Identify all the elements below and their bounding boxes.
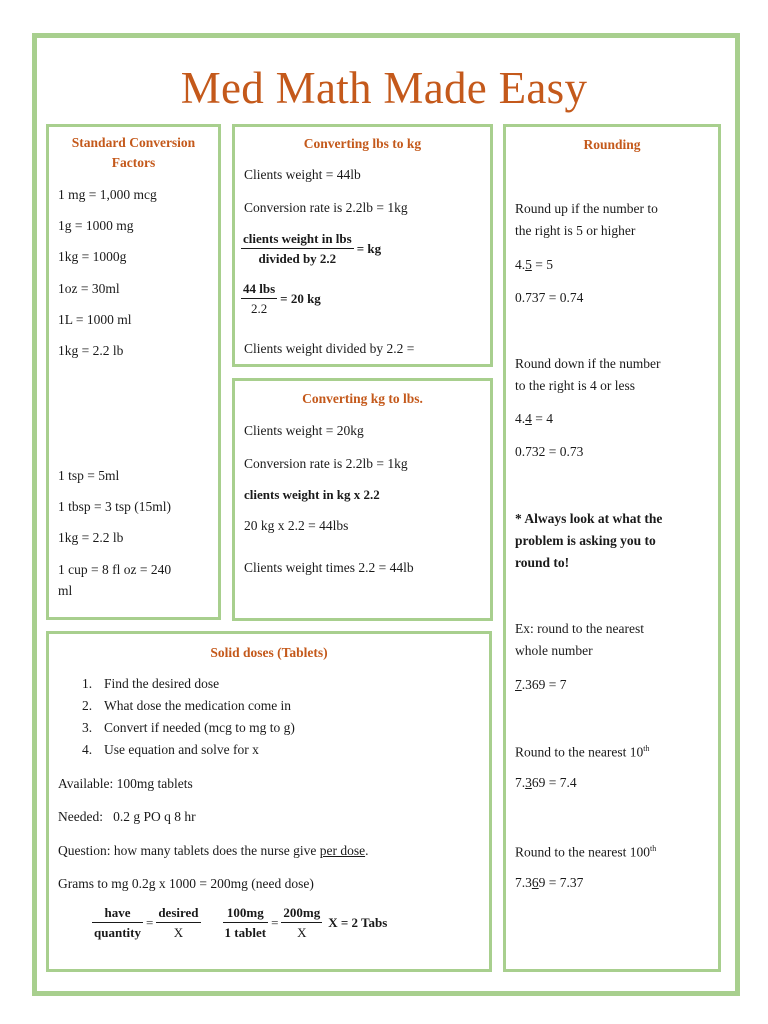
solid-needed: Needed: 0.2 g PO q 8 hr [58,809,196,824]
example-digit: 4 [525,411,532,426]
step-number: 3. [82,720,93,735]
solid-step [82,718,295,738]
example-part: = 5 [531,257,553,272]
tenth-text: Round to the nearest 10 [515,744,644,760]
solid-available: Available: 100mg tablets [58,776,193,791]
round-down-example: 0.732 = 0.73 [515,444,584,459]
available-fraction [223,903,269,942]
round-up-example [515,254,553,275]
question-text: Question: how many tablets does the nurse give [58,843,320,858]
lbs-formula [241,229,384,268]
question-emphasis: per dose [319,843,366,858]
x-label: X [173,925,184,940]
example-digit: 3 [525,775,532,790]
rounding-example-label: whole number [515,643,593,658]
lbs-rate: Conversion rate is 2.2lb = 1kg [244,200,408,215]
have-quantity-fraction [92,903,143,942]
lbs-example-numerator: 44 lbs [241,279,277,299]
kg-example: 20 kg x 2.2 = 44lbs [244,518,349,533]
equals-sign: = [145,914,154,930]
lbs-formula-denominator: divided by 2.2 [258,251,337,266]
conversion-item: 1 mg = 1,000 mcg [58,187,157,202]
hundredth-example [515,872,583,893]
conversion-item: 1 cup = 8 fl oz = 240 [58,562,172,577]
conversion-item: 1L = 1000 ml [58,312,132,327]
lbs-example [241,279,324,318]
example-part: .369 = 7 [521,677,567,692]
available-dose: 100mg [223,903,269,923]
rounding-example-label: Ex: round to the nearest [515,621,644,636]
step-text: Convert if needed (mcg to mg to g) [104,720,295,735]
whole-number-example [515,674,567,695]
step-number: 4. [82,742,93,757]
step-text: What dose the medication come in [104,698,292,713]
lbs-formula-fraction [241,229,354,268]
step-text: Find the desired dose [104,676,220,691]
tenth-sup: th [643,744,650,753]
hundredth-label [515,838,656,863]
kg-weight: Clients weight = 20kg [244,423,364,438]
tablet-result: X = 2 Tabs [328,914,388,930]
equals-sign: = [271,914,279,930]
example-part: 9 = 7.37 [538,875,584,890]
round-down-rule: Round down if the number [515,356,661,371]
lbs-example-denominator: 2.2 [250,301,268,316]
example-part: 4. [515,257,526,272]
tenth-example [515,772,577,793]
conversion-title-line1: Standard Conversion [71,135,196,150]
step-number: 1. [82,676,93,691]
conversion-item: 1kg = 2.2 lb [58,530,124,545]
rounding-note: problem is asking you to [515,533,656,548]
needed-dose: 200mg [281,903,322,923]
example-part: 4. [515,411,526,426]
rounding-title: Rounding [583,137,641,152]
rounding-note: * Always look at what the [515,511,663,526]
kg-formula: clients weight in kg x 2.2 [244,487,380,502]
round-down-rule: to the right is 4 or less [515,378,635,393]
kg-summary: Clients weight times 2.2 = 44lb [244,560,414,575]
conversion-item: 1 tsp = 5ml [58,468,120,483]
round-up-rule: Round up if the number to [515,201,658,216]
conversion-item: 1 tbsp = 3 tsp (15ml) [58,499,171,514]
conversion-factors-title [49,133,218,173]
needed-fraction [281,903,322,942]
tablet-label: 1 tablet [224,925,267,940]
hundredth-text: Round to the nearest 100 [515,844,650,860]
solid-doses-title: Solid doses (Tablets) [210,645,328,660]
desired-x-fraction [156,903,200,942]
conversion-item: 1g = 1000 mg [58,218,134,233]
conversion-item: 1kg = 2.2 lb [58,343,124,358]
conversion-item: 1kg = 1000g [58,249,127,264]
conversion-item: 1oz = 30ml [58,281,120,296]
step-text: Use equation and solve for x [104,742,259,757]
lbs-to-kg-title: Converting lbs to kg [303,136,422,151]
kg-rate: Conversion rate is 2.2lb = 1kg [244,456,408,471]
round-up-rule: the right is 5 or higher [515,223,636,238]
lbs-formula-result: = kg [356,240,382,256]
desired-label: desired [156,903,200,923]
solid-step [82,674,219,694]
example-digit: 7 [515,677,522,692]
page-title: Med Math Made Easy [180,63,588,113]
example-digit: 6 [531,875,539,890]
lbs-weight: Clients weight = 44lb [244,167,361,182]
round-down-example [515,408,553,429]
conversion-item: ml [58,583,73,598]
lbs-example-fraction [241,279,277,318]
solid-question [58,840,368,861]
solid-step [82,740,259,760]
example-part: 7. [515,775,526,790]
have-label: have [92,903,143,923]
question-period: . [365,843,369,858]
example-part: 7.3 [515,875,532,890]
kg-to-lbs-title: Converting kg to lbs. [302,391,423,406]
solid-step [82,696,291,716]
hundredth-sup: th [649,844,657,853]
lbs-formula-numerator: clients weight in lbs [241,229,354,249]
step-number: 2. [82,698,93,713]
quantity-label: quantity [94,925,141,940]
x-label: X [297,925,307,940]
conversion-title-line2: Factors [111,155,156,170]
solid-grams: Grams to mg 0.2g x 1000 = 200mg (need dose) [58,876,314,891]
example-digit: 5 [525,257,532,272]
lbs-summary: Clients weight divided by 2.2 = [244,341,415,356]
lbs-example-result: = 20 kg [280,290,321,306]
rounding-note: round to! [515,555,570,570]
solid-equation [92,903,390,942]
example-part: = 4 [531,411,553,426]
example-part: 69 = 7.4 [531,775,577,790]
tenth-label [515,738,649,763]
round-up-example: 0.737 = 0.74 [515,290,584,305]
